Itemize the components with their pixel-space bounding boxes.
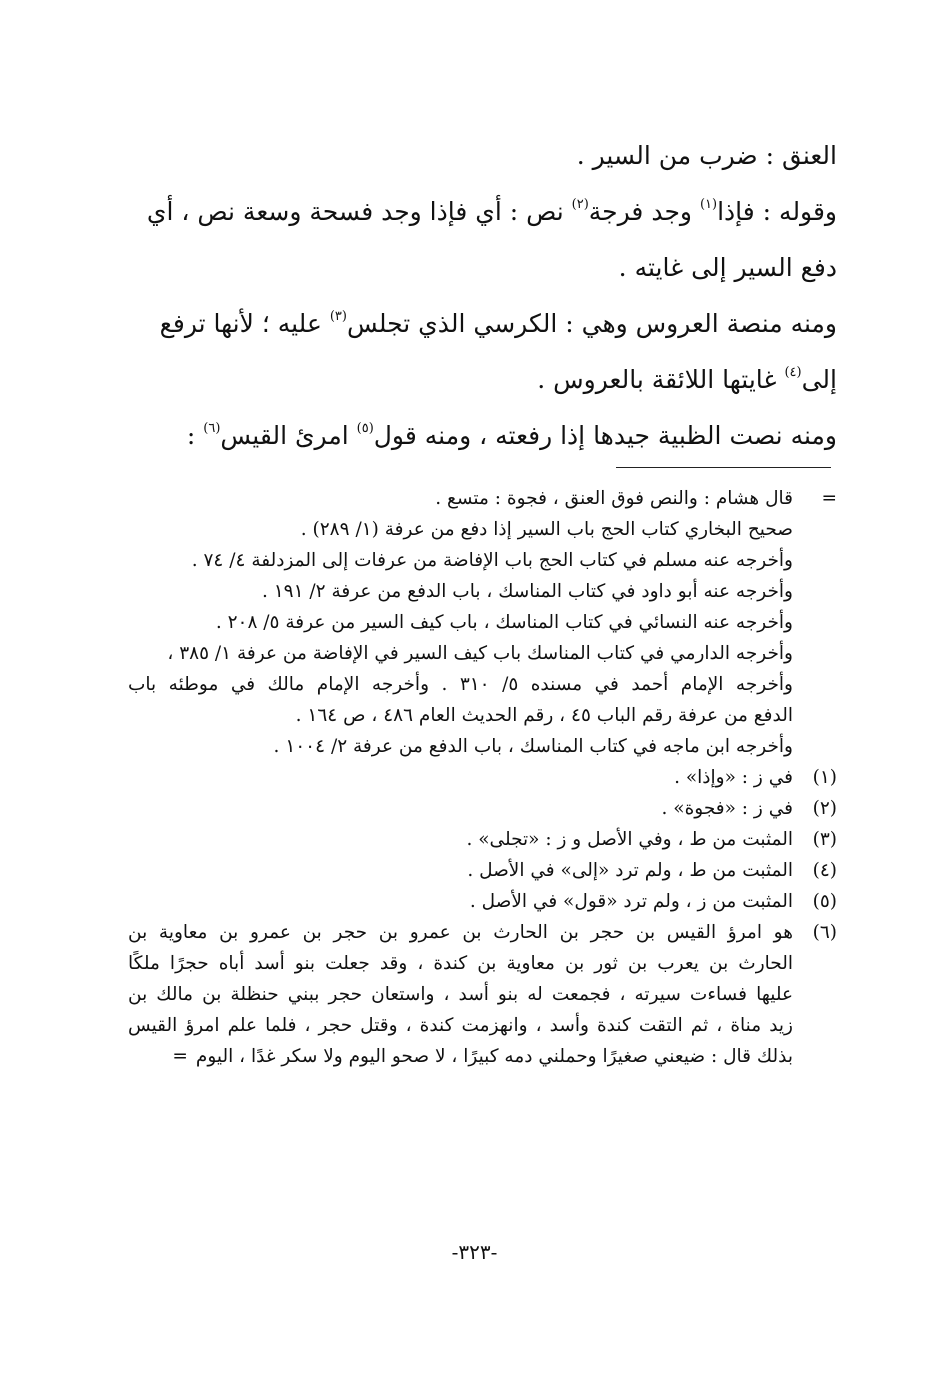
footnotes [128,483,837,1072]
footnote-line: وأخرجه الدارمي في كتاب المناسك باب كيف السير في الإفاضة من عرفة ١/ ٣٨٥ ، [167,643,793,664]
footnote-line: هو امرؤ القيس بن حجر بن الحارث بن عمرو بن حجر بن عمرو بن معاوية بن [128,922,793,943]
footnote-number: (٤) [812,860,837,881]
footnote-separator [616,467,831,468]
footnote-line: المثبت من ط ، ولم ترد «إلى» في الأصل . [467,860,793,881]
main-line-2: وقوله : فإذا$^{(١)}$ وجد فرجة$^{(٢)}$ نص : أي فإذا وجد فسحة وسعة نص ، أي [146,197,837,226]
footnote-continued [128,483,837,762]
footnote-line: وأخرجه عنه النسائي في كتاب المناسك ، باب كيف السير من عرفة ٥/ ٢٠٨ . [215,612,793,633]
footnote-line: وأخرجه عنه مسلم في كتاب الحج باب الإفاضة من عرفات إلى المزدلفة ٤/ ٧٤ . [191,550,793,571]
footnote-ref: (٥) [356,421,374,436]
footnote-3 [128,824,837,855]
footnote-ref: (١) [699,197,718,212]
main-line-5: إلى$^{(٤)}$ غايتها اللائقة بالعروس . [537,365,837,394]
footnote-number: (٦) [812,922,837,943]
footnote-line: المثبت من ط ، وفي الأصل و ز : «تجلى» . [466,829,793,850]
footnote-line: في ز : «وإذا» . [674,767,793,788]
continues-mark: = [172,1046,188,1067]
footnote-line: وأخرجه الإمام أحمد في مسنده ٥/ ٣١٠ . وأخرجه الإمام مالك في موطئه باب [128,674,793,695]
footnote-line: وأخرجه عنه أبو داود في كتاب المناسك ، باب الدفع من عرفة ٢/ ١٩١ . [261,581,793,602]
footnote-ref: (٢) [571,197,589,212]
main-line-4: ومنه منصة العروس وهي : الكرسي الذي تجلس$^{(٣)}$ عليه ؛ لأنها ترفع [159,309,837,338]
footnote-number: (٥) [812,891,837,912]
footnote-1 [128,762,837,793]
footnote-5 [128,886,837,917]
footnote-ref: (٣) [329,309,347,324]
footnote-line: الدفع من عرفة رقم الباب ٤٥ ، رقم الحديث العام ٤٨٦ ، ص ١٦٤ . [295,705,793,726]
main-line-1: العنق : ضرب من السير . [576,141,837,170]
footnote-ref: (٦) [203,421,221,436]
footnote-number: (٣) [812,829,837,850]
footnote-ref: (٤) [784,365,802,380]
footnote-line: وأخرجه ابن ماجه في كتاب المناسك ، باب الدفع من عرفة ٢/ ١٠٠٤ . [273,736,793,757]
footnote-line: في ز : «فجوة» . [661,798,793,819]
footnote-line: قال هشام : والنص فوق العنق ، فجوة : متسع . [435,488,793,509]
footnote-line: صحيح البخاري كتاب الحج باب السير إذا دفع من عرفة (١/ ٢٨٩) . [300,519,793,540]
footnote-line: الحارث بن يعرب بن ثور بن معاوية بن كندة ، وقد جعلت بنو أسد أباه حجرًا ملكًا [128,953,793,974]
page-number: -٣٢٣- [451,1240,498,1264]
footnote-number: (١) [812,767,837,788]
footnote-6 [128,917,837,1072]
footnote-4 [128,855,837,886]
main-line-3: دفع السير إلى غايته . [618,253,837,282]
footnote-line: عليها فساءت سيرته ، فجمعت له بنو أسد ، واستعان حجر ببني حنظلة بن مالك بن [128,984,793,1005]
footnote-line: المثبت من ز ، ولم ترد «قول» في الأصل . [469,891,793,912]
footnote-2 [128,793,837,824]
footnote-line: بذلك قال : ضيعني صغيرًا وحملني دمه كبيرًا ، لا صحو اليوم ولا سكر غدًا ، اليوم= [128,1041,793,1072]
continuation-mark: = [821,488,837,509]
footnote-number: (٢) [812,798,837,819]
main-line-6: ومنه نصت الظبية جيدها إذا رفعته ، ومنه قول$^{(٥)}$ امرئ القيس$^{(٦)}$ : [186,421,837,450]
main-text [128,128,837,464]
footnote-line: زيد مناة ، ثم التقت كندة وأسد ، وانهزمت كندة ، وقتل حجر ، فلما علم امرؤ القيس [128,1015,793,1036]
